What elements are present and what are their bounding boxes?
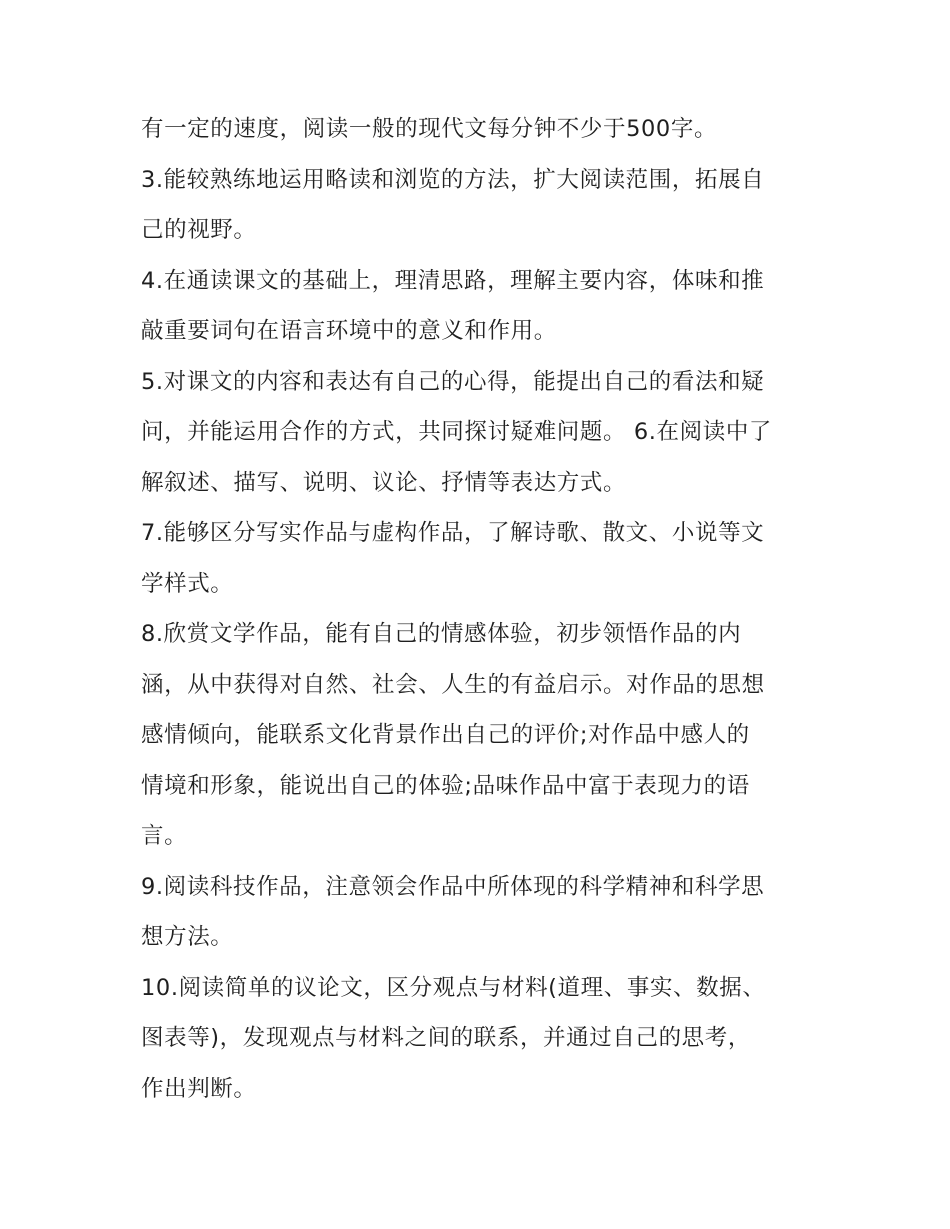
text-line: 7.能够区分写实作品与虚构作品，了解诗歌、散文、小说等文	[141, 520, 765, 546]
text-line: 解叙述、描写、说明、议论、抒情等表达方式。	[141, 469, 627, 496]
text-line: 涵，从中获得对自然、社会、人生的有益启示。对作品的思想	[141, 671, 765, 698]
text-line: 有一定的速度，阅读一般的现代文每分钟不少于500字。	[141, 116, 718, 142]
text-line: 4.在通读课文的基础上，理清思路，理解主要内容，体味和推	[141, 267, 765, 294]
text-line: 想方法。	[141, 924, 234, 950]
text-line: 9.阅读科技作品，注意领会作品中所体现的科学精神和科学思	[141, 873, 765, 900]
text-line: 作出判断。	[141, 1075, 257, 1102]
text-line: 己的视野。	[141, 217, 257, 243]
document-body	[141, 104, 821, 1114]
text-line: 感情倾向，能联系文化背景作出自己的评价;对作品中感人的	[141, 722, 750, 748]
text-line: 8.欣赏文学作品，能有自己的情感体验，初步领悟作品的内	[141, 621, 742, 647]
text-line: 学样式。	[141, 570, 234, 597]
text-line: 10.阅读简单的议论文，区分观点与材料(道理、事实、数据、	[141, 974, 766, 1001]
text-line: 5.对课文的内容和表达有自己的心得，能提出自己的看法和疑	[141, 368, 765, 395]
text-line: 敲重要词句在语言环境中的意义和作用。	[141, 318, 557, 344]
text-block	[141, 104, 821, 1114]
text-line: 情境和形象，能说出自己的体验;品味作品中富于表现力的语	[141, 772, 750, 799]
text-line: 言。	[141, 823, 188, 849]
text-line: 问，并能运用合作的方式，共同探讨疑难问题。 6.在阅读中了	[141, 419, 773, 445]
text-line: 图表等)，发现观点与材料之间的联系，并通过自己的思考，	[141, 1025, 751, 1051]
text-line: 3.能较熟练地运用略读和浏览的方法，扩大阅读范围，拓展自	[141, 166, 765, 193]
